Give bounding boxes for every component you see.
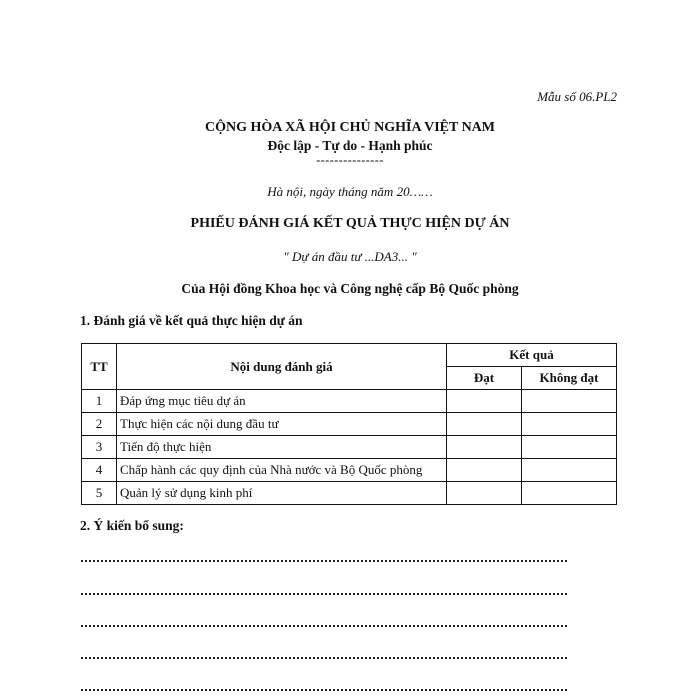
row-content: Quản lý sử dụng kinh phí bbox=[117, 482, 447, 505]
row-content: Thực hiện các nội dung đầu tư bbox=[117, 413, 447, 436]
table-row bbox=[82, 390, 617, 413]
national-title: CỘNG HÒA XÃ HỘI CHỦ NGHĨA VIỆT NAM bbox=[204, 120, 495, 135]
fail-cell[interactable] bbox=[522, 459, 617, 482]
table-header-row bbox=[82, 344, 617, 367]
project-name: " Dự án đầu tư ...DA3... " bbox=[283, 249, 417, 264]
header-tt: TT bbox=[82, 344, 117, 390]
section-1-heading: 1. Đánh giá về kết quả thực hiện dự án bbox=[80, 313, 303, 328]
row-content: Chấp hành các quy định của Nhà nước và Bộ Quốc phòng bbox=[117, 459, 447, 482]
row-number: 1 bbox=[82, 390, 117, 413]
header-pass: Đạt bbox=[447, 367, 522, 390]
header-result: Kết quả bbox=[447, 344, 617, 367]
comment-line[interactable] bbox=[81, 560, 567, 562]
row-number: 5 bbox=[82, 482, 117, 505]
evaluation-table bbox=[81, 343, 617, 505]
pass-cell[interactable] bbox=[447, 390, 522, 413]
row-number: 2 bbox=[82, 413, 117, 436]
row-content: Đáp ứng mục tiêu dự án bbox=[117, 390, 447, 413]
header-content: Nội dung đánh giá bbox=[117, 344, 447, 390]
table-row bbox=[82, 436, 617, 459]
header-separator: --------------- bbox=[316, 153, 384, 167]
pass-cell[interactable] bbox=[447, 413, 522, 436]
comment-line[interactable] bbox=[81, 657, 567, 659]
row-number: 4 bbox=[82, 459, 117, 482]
fail-cell[interactable] bbox=[522, 390, 617, 413]
header-fail: Không đạt bbox=[522, 367, 617, 390]
form-code: Mẫu số 06.PL2 bbox=[537, 89, 617, 104]
fail-cell[interactable] bbox=[522, 482, 617, 505]
council-name: Của Hội đồng Khoa học và Công nghệ cấp Bộ Quốc phòng bbox=[181, 281, 519, 296]
pass-cell[interactable] bbox=[447, 459, 522, 482]
date-line: Hà nội, ngày tháng năm 20…… bbox=[267, 184, 433, 199]
row-number: 3 bbox=[82, 436, 117, 459]
table-row bbox=[82, 459, 617, 482]
table-row bbox=[82, 482, 617, 505]
comment-line[interactable] bbox=[81, 593, 567, 595]
document-title: PHIẾU ĐÁNH GIÁ KẾT QUẢ THỰC HIỆN DỰ ÁN bbox=[190, 216, 510, 231]
table-row bbox=[82, 413, 617, 436]
pass-cell[interactable] bbox=[447, 482, 522, 505]
pass-cell[interactable] bbox=[447, 436, 522, 459]
fail-cell[interactable] bbox=[522, 436, 617, 459]
comment-line[interactable] bbox=[81, 625, 567, 627]
national-motto: Độc lập - Tự do - Hạnh phúc bbox=[267, 138, 433, 153]
section-2-heading: 2. Ý kiến bổ sung: bbox=[80, 518, 184, 533]
comment-line[interactable] bbox=[81, 689, 567, 691]
fail-cell[interactable] bbox=[522, 413, 617, 436]
row-content: Tiến độ thực hiện bbox=[117, 436, 447, 459]
